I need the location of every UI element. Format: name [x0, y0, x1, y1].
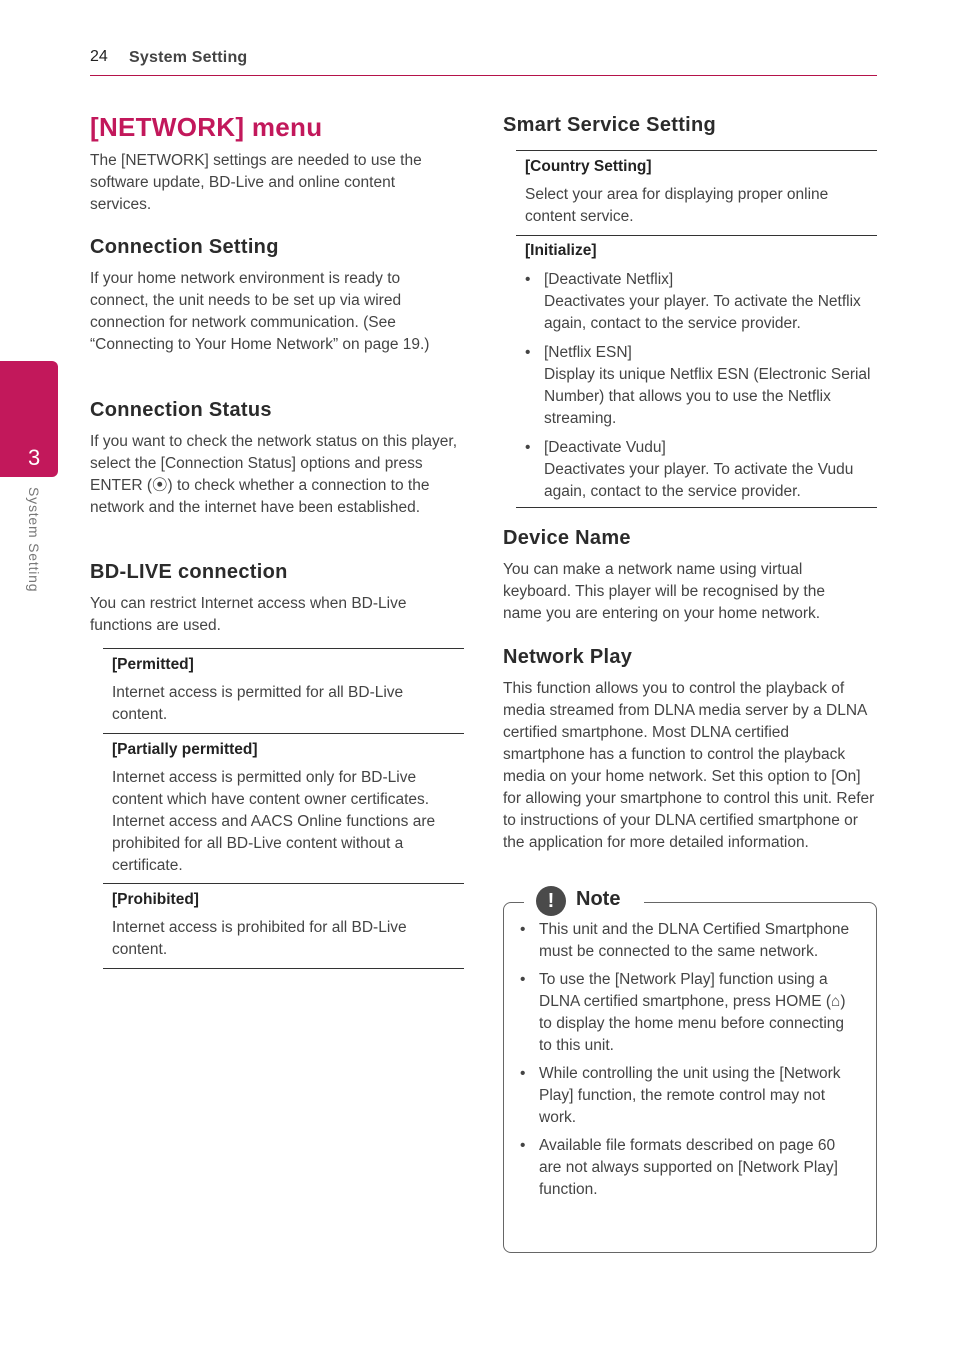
bdlive-text: You can restrict Internet access when BD-Live functions are used. [90, 595, 407, 634]
list-item [520, 969, 860, 1057]
list-item-desc: Deactivates your player. To activate the Netflix again, contact to the service provider. [544, 293, 861, 332]
option-desc: Internet access is prohibited for all BD-Live content. [112, 919, 407, 958]
country-setting-desc: Select your area for displaying proper online content service. [525, 186, 829, 225]
chapter-number: 3 [28, 445, 41, 470]
device-name-text: You can make a network name using virtual keyboard. This player will be recognised by the name you are entering on your home network. [503, 561, 825, 622]
intro-paragraph: The [NETWORK] settings are needed to use the software update, BD-Live and online content services. [90, 152, 422, 213]
page-title: [NETWORK] menu [90, 112, 323, 142]
chapter-tab [0, 361, 58, 477]
bullet-glyph: • [525, 439, 531, 456]
bullet-glyph: • [525, 344, 531, 361]
list-item-label: [Deactivate Vudu] [544, 439, 666, 456]
initialize-list [525, 269, 877, 503]
table-rule [516, 150, 877, 151]
exclamation-icon: ! [536, 886, 566, 916]
connection-setting-heading: Connection Setting [90, 236, 279, 258]
table-rule [103, 648, 464, 649]
option-term: [Permitted] [112, 656, 194, 673]
page-header [90, 48, 877, 76]
table-rule [103, 883, 464, 884]
note-item-text: Available file formats described on page 60 are not always supported on [Network Play] function. [539, 1137, 838, 1198]
list-item [520, 1063, 860, 1129]
network-play-heading: Network Play [503, 646, 633, 668]
running-section-title: System Setting [129, 49, 248, 66]
list-item [525, 437, 877, 503]
page-number: 24 [90, 48, 108, 65]
list-item [520, 919, 860, 963]
bullet-glyph: • [520, 921, 526, 938]
initialize-term: [Initialize] [525, 242, 597, 259]
list-item [520, 1135, 860, 1201]
table-rule [516, 507, 877, 508]
connection-setting-text: If your home network environment is ready to connect, the unit needs to be set up via wired connection for network communication. (See “Connecting to Your Home Network” on page 19.) [90, 270, 430, 353]
note-item-text: While controlling the unit using the [Network Play] function, the remote control may not work. [539, 1065, 841, 1126]
smart-service-table [516, 150, 877, 508]
option-term: [Partially permitted] [112, 741, 258, 758]
chapter-side-label-text: System Setting [26, 487, 42, 593]
device-name-heading: Device Name [503, 527, 631, 549]
bullet-glyph: • [520, 1065, 526, 1082]
bdlive-heading: BD-LIVE connection [90, 561, 288, 583]
bullet-glyph: • [520, 1137, 526, 1154]
connection-status-text: If you want to check the network status on this player, select the [Connection Status] options and press ENTER (⦿) to check whether a connection to the network and the internet have been established. [90, 433, 458, 516]
country-setting-term: [Country Setting] [525, 158, 652, 175]
connection-status-heading: Connection Status [90, 399, 272, 421]
chapter-side-label [26, 487, 46, 617]
list-item-label: [Deactivate Netflix] [544, 271, 674, 288]
network-play-text: This function allows you to control the playback of media streamed from DLNA media server by a DLNA certified smartphone. Most DLNA certified smartphone has a function to control the playback media on your home network. Set this option to [On] for allowing your smartphone to control this unit. Refer to instructions of your DLNA certified smartphone or the application for more detailed information. [503, 680, 875, 851]
table-rule [103, 968, 464, 969]
bdlive-options-table [103, 648, 464, 969]
bullet-glyph: • [520, 971, 526, 988]
note-item-text: To use the [Network Play] function using a DLNA certified smartphone, press HOME (⌂) to display the home menu before connecting to this unit. [539, 971, 846, 1054]
note-box [503, 888, 877, 1253]
table-rule [516, 235, 877, 236]
option-desc: Internet access is permitted for all BD-Live content. [112, 684, 404, 723]
smart-service-heading: Smart Service Setting [503, 114, 717, 136]
list-item-desc: Deactivates your player. To activate the Vudu again, contact to the service provider. [544, 461, 854, 500]
list-item-desc: Display its unique Netflix ESN (Electronic Serial Number) that allows you to use the Netflix streaming. [544, 366, 871, 427]
bullet-glyph: • [525, 271, 531, 288]
list-item [525, 342, 877, 430]
list-item [525, 269, 877, 335]
option-desc: Internet access is permitted only for BD-Live content which have content owner certificates. Internet access and AACS Online functions are prohibited for all BD-Live content without a certificate. [112, 769, 436, 874]
note-header [524, 886, 644, 918]
note-label: Note [576, 888, 621, 910]
list-item-label: [Netflix ESN] [544, 344, 632, 361]
note-list [520, 919, 860, 1201]
note-item-text: This unit and the DLNA Certified Smartphone must be connected to the same network. [539, 921, 850, 960]
option-term: [Prohibited] [112, 891, 199, 908]
table-rule [103, 733, 464, 734]
